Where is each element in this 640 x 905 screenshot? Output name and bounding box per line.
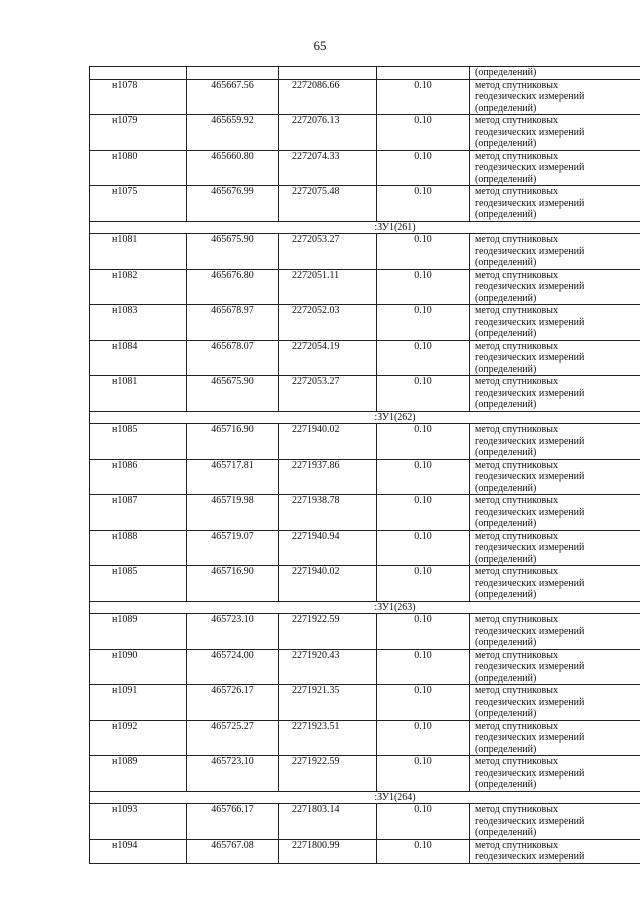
point-cell: н1080	[90, 150, 187, 186]
method-cell	[470, 376, 640, 412]
x-coordinate-cell: 465723.10	[187, 756, 279, 792]
point-cell: н1081	[90, 376, 187, 412]
accuracy-cell: 0.10	[377, 376, 470, 412]
method-line: метод спутниковых	[475, 115, 558, 126]
point-cell: н1075	[90, 186, 187, 222]
accuracy-cell: 0.10	[377, 459, 470, 495]
method-line: метод спутниковых	[475, 720, 558, 732]
point-cell: н1088	[90, 530, 187, 566]
method-line: (определений)	[475, 672, 537, 684]
section-label: :ЗУ1(261)	[90, 221, 640, 234]
y-coordinate-cell: 2271940.02	[279, 566, 377, 602]
method-line: геодезических измерений	[475, 767, 585, 779]
method-line: метод спутниковых	[475, 79, 558, 91]
continuation-cell-point	[90, 67, 187, 80]
method-cell	[470, 269, 640, 305]
method-line: метод спутниковых	[475, 269, 558, 281]
table-row	[90, 234, 640, 270]
method-cell	[470, 839, 640, 863]
point-cell: н1089	[90, 614, 187, 650]
accuracy-cell: 0.10	[377, 424, 470, 460]
point-cell: н1079	[90, 115, 187, 151]
table-row	[90, 269, 640, 305]
point-cell: н1083	[90, 305, 187, 341]
accuracy-cell: 0.10	[377, 566, 470, 602]
accuracy-cell: 0.10	[377, 720, 470, 756]
method-cell	[470, 79, 640, 115]
table-row	[90, 839, 640, 863]
table-row	[90, 720, 640, 756]
method-line: (определений)	[475, 173, 537, 185]
point-cell: н1084	[90, 340, 187, 376]
method-line: геодезических измерений	[475, 435, 585, 447]
continuation-row	[90, 67, 640, 80]
x-coordinate-cell: 465678.97	[187, 305, 279, 341]
x-coordinate-cell: 465766.17	[187, 804, 279, 840]
y-coordinate-cell: 2271920.43	[279, 649, 377, 685]
y-coordinate-cell: 2271921.35	[279, 685, 377, 721]
point-cell: н1091	[90, 685, 187, 721]
y-coordinate-cell: 2271937.86	[279, 459, 377, 495]
point-cell: н1082	[90, 269, 187, 305]
table-row	[90, 756, 640, 792]
y-coordinate-cell: 2272052.03	[279, 305, 377, 341]
accuracy-cell: 0.10	[377, 234, 470, 270]
table-row	[90, 186, 640, 222]
y-coordinate-cell: 2271938.78	[279, 495, 377, 531]
method-line: геодезических измерений	[475, 197, 585, 209]
accuracy-cell: 0.10	[377, 839, 470, 863]
method-line: геодезических измерений	[475, 471, 585, 482]
x-coordinate-cell: 465723.10	[187, 614, 279, 650]
method-line: геодезических измерений	[475, 851, 585, 862]
coordinates-table-body	[90, 67, 640, 864]
table-row	[90, 150, 640, 186]
x-coordinate-cell: 465726.17	[187, 685, 279, 721]
method-cell	[470, 530, 640, 566]
method-cell	[470, 340, 640, 376]
continuation-cell-accuracy	[377, 67, 470, 80]
method-line: метод спутниковых	[475, 804, 558, 815]
method-line: метод спутниковых	[475, 530, 558, 542]
y-coordinate-cell: 2271922.59	[279, 756, 377, 792]
method-line: геодезических измерений	[475, 661, 585, 672]
coordinates-table	[89, 66, 640, 864]
y-coordinate-cell: 2272075.48	[279, 186, 377, 222]
method-line: геодезических измерений	[475, 316, 585, 328]
x-coordinate-cell: 465719.07	[187, 530, 279, 566]
section-label: :ЗУ1(262)	[90, 411, 640, 424]
method-line: (определений)	[475, 518, 537, 529]
accuracy-cell: 0.10	[377, 269, 470, 305]
x-coordinate-cell: 465716.90	[187, 424, 279, 460]
method-line: (определений)	[475, 399, 537, 410]
method-cell	[470, 150, 640, 186]
table-row	[90, 649, 640, 685]
x-coordinate-cell: 465676.80	[187, 269, 279, 305]
accuracy-cell: 0.10	[377, 305, 470, 341]
page-number: 65	[313, 38, 327, 53]
table-row	[90, 376, 640, 412]
method-line: метод спутниковых	[475, 186, 558, 197]
section-label: :ЗУ1(264)	[90, 791, 640, 804]
accuracy-cell: 0.10	[377, 495, 470, 531]
y-coordinate-cell: 2272074.33	[279, 150, 377, 186]
table-row	[90, 530, 640, 566]
table-row	[90, 305, 640, 341]
section-header-row	[90, 791, 640, 804]
method-line: метод спутниковых	[475, 495, 558, 506]
y-coordinate-cell: 2272086.66	[279, 79, 377, 115]
method-line: метод спутниковых	[475, 424, 558, 435]
method-line: метод спутниковых	[475, 756, 558, 767]
accuracy-cell: 0.10	[377, 685, 470, 721]
method-cell	[470, 305, 640, 341]
method-line: (определений)	[475, 589, 537, 600]
method-cell	[470, 115, 640, 151]
accuracy-cell: 0.10	[377, 649, 470, 685]
method-cell	[470, 234, 640, 270]
method-line: (определений)	[475, 482, 537, 494]
y-coordinate-cell: 2271940.94	[279, 530, 377, 566]
method-line: метод спутниковых	[475, 340, 558, 352]
section-header-row	[90, 601, 640, 614]
method-line: (определений)	[475, 102, 537, 114]
method-line: геодезических измерений	[475, 625, 585, 637]
method-cell	[470, 459, 640, 495]
point-cell: н1086	[90, 459, 187, 495]
method-cell	[470, 424, 640, 460]
table-row	[90, 79, 640, 115]
x-coordinate-cell: 465725.27	[187, 720, 279, 756]
point-cell: н1085	[90, 424, 187, 460]
x-coordinate-cell: 465667.56	[187, 79, 279, 115]
method-line: (определений)	[475, 827, 537, 838]
table-row	[90, 424, 640, 460]
method-line: метод спутниковых	[475, 305, 558, 316]
method-line: геодезических измерений	[475, 732, 585, 743]
method-line: (определений)	[475, 779, 537, 790]
point-cell: н1093	[90, 804, 187, 840]
continuation-cell-x	[187, 67, 279, 80]
y-coordinate-cell: 2272053.27	[279, 376, 377, 412]
point-cell: н1087	[90, 495, 187, 531]
method-line: (определений)	[475, 553, 537, 565]
point-cell: н1078	[90, 79, 187, 115]
method-line: геодезических измерений	[475, 245, 585, 257]
method-line: метод спутниковых	[475, 649, 558, 661]
method-line: (определений)	[475, 209, 537, 220]
method-line: (определений)	[475, 743, 537, 755]
x-coordinate-cell: 465675.90	[187, 234, 279, 270]
section-label: :ЗУ1(263)	[90, 601, 640, 614]
method-line: (определений)	[475, 708, 537, 719]
table-row	[90, 459, 640, 495]
table-row	[90, 685, 640, 721]
method-line: метод спутниковых	[475, 150, 558, 162]
point-cell: н1081	[90, 234, 187, 270]
accuracy-cell: 0.10	[377, 614, 470, 650]
method-line: геодезических измерений	[475, 506, 585, 518]
method-line: метод спутниковых	[475, 376, 558, 387]
continuation-cell-method: (определений)	[470, 67, 640, 80]
y-coordinate-cell: 2271803.14	[279, 804, 377, 840]
x-coordinate-cell: 465719.98	[187, 495, 279, 531]
x-coordinate-cell: 465676.99	[187, 186, 279, 222]
method-line: метод спутниковых	[475, 234, 558, 245]
table-row	[90, 804, 640, 840]
method-line: геодезических измерений	[475, 815, 585, 827]
x-coordinate-cell: 465767.08	[187, 839, 279, 863]
y-coordinate-cell: 2272076.13	[279, 115, 377, 151]
continuation-cell-y	[279, 67, 377, 80]
method-cell	[470, 495, 640, 531]
method-cell	[470, 614, 640, 650]
method-line: геодезических измерений	[475, 126, 585, 138]
x-coordinate-cell: 465678.07	[187, 340, 279, 376]
x-coordinate-cell: 465724.00	[187, 649, 279, 685]
method-line: геодезических измерений	[475, 91, 585, 102]
table-row	[90, 115, 640, 151]
point-cell: н1094	[90, 839, 187, 863]
y-coordinate-cell: 2271922.59	[279, 614, 377, 650]
method-line: геодезических измерений	[475, 387, 585, 399]
point-cell: н1092	[90, 720, 187, 756]
method-cell	[470, 720, 640, 756]
method-line: (определений)	[475, 363, 537, 375]
table-row	[90, 340, 640, 376]
method-line: (определений)	[475, 138, 537, 149]
x-coordinate-cell: 465717.81	[187, 459, 279, 495]
table-row	[90, 495, 640, 531]
method-line: (определений)	[475, 292, 537, 304]
method-cell	[470, 685, 640, 721]
accuracy-cell: 0.10	[377, 115, 470, 151]
method-line: геодезических измерений	[475, 162, 585, 173]
x-coordinate-cell: 465659.92	[187, 115, 279, 151]
method-cell	[470, 649, 640, 685]
method-line: (определений)	[475, 328, 537, 339]
y-coordinate-cell: 2271800.99	[279, 839, 377, 863]
method-line: метод спутниковых	[475, 566, 558, 577]
method-line: геодезических измерений	[475, 577, 585, 589]
y-coordinate-cell: 2272053.27	[279, 234, 377, 270]
method-line: (определений)	[475, 447, 537, 458]
point-cell: н1090	[90, 649, 187, 685]
method-cell	[470, 756, 640, 792]
method-line: метод спутниковых	[475, 459, 558, 471]
method-cell	[470, 186, 640, 222]
y-coordinate-cell: 2271923.51	[279, 720, 377, 756]
accuracy-cell: 0.10	[377, 186, 470, 222]
y-coordinate-cell: 2272051.11	[279, 269, 377, 305]
accuracy-cell: 0.10	[377, 530, 470, 566]
method-line: метод спутниковых	[475, 614, 558, 625]
accuracy-cell: 0.10	[377, 340, 470, 376]
section-header-row	[90, 411, 640, 424]
method-line: геодезических измерений	[475, 542, 585, 553]
accuracy-cell: 0.10	[377, 150, 470, 186]
method-line: геодезических измерений	[475, 696, 585, 708]
x-coordinate-cell: 465660.80	[187, 150, 279, 186]
method-line: геодезических измерений	[475, 281, 585, 292]
method-line: (определений)	[475, 257, 537, 268]
x-coordinate-cell: 465716.90	[187, 566, 279, 602]
accuracy-cell: 0.10	[377, 804, 470, 840]
x-coordinate-cell: 465675.90	[187, 376, 279, 412]
table-row	[90, 614, 640, 650]
method-line: метод спутниковых	[475, 685, 558, 696]
accuracy-cell: 0.10	[377, 79, 470, 115]
accuracy-cell: 0.10	[377, 756, 470, 792]
y-coordinate-cell: 2272054.19	[279, 340, 377, 376]
y-coordinate-cell: 2271940.02	[279, 424, 377, 460]
method-cell	[470, 566, 640, 602]
section-header-row	[90, 221, 640, 234]
table-row	[90, 566, 640, 602]
method-line: геодезических измерений	[475, 352, 585, 363]
method-cell	[470, 804, 640, 840]
method-line: (определений)	[475, 637, 537, 648]
point-cell: н1089	[90, 756, 187, 792]
point-cell: н1085	[90, 566, 187, 602]
method-line: метод спутниковых	[475, 839, 558, 851]
